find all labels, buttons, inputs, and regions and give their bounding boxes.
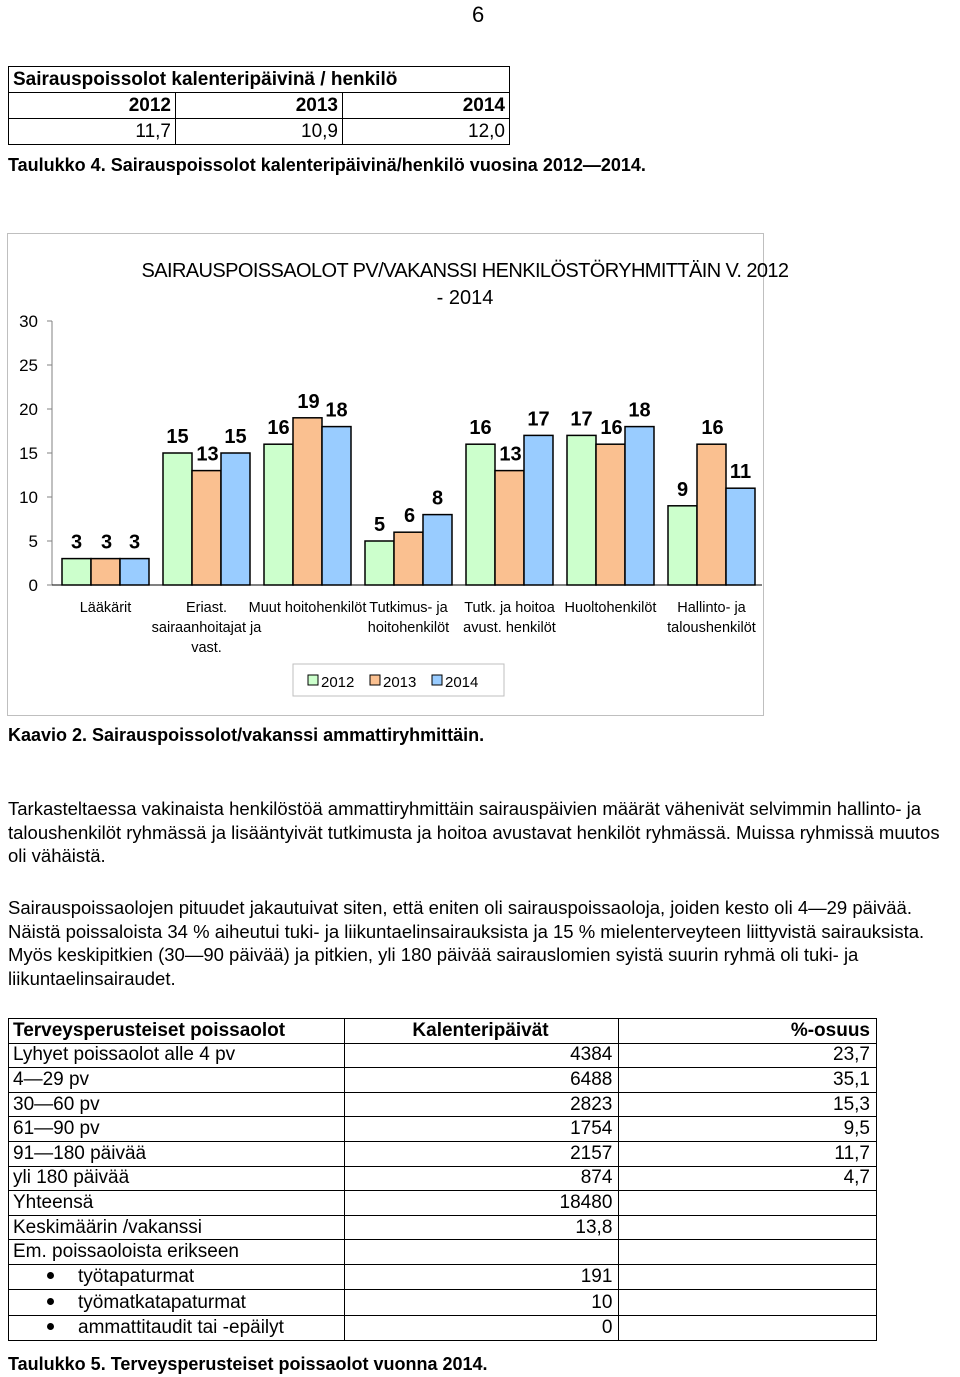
table4-year: 2014 bbox=[343, 93, 510, 119]
table5-label: Yhteensä bbox=[9, 1191, 345, 1216]
bar bbox=[221, 453, 250, 585]
table5-share bbox=[619, 1240, 877, 1265]
table5-share: 9,5 bbox=[619, 1117, 877, 1142]
data-label: 8 bbox=[431, 487, 444, 510]
data-label: 6 bbox=[403, 505, 416, 528]
bar bbox=[567, 435, 596, 585]
x-category-label: Eriast. bbox=[185, 600, 228, 616]
legend-swatch bbox=[308, 675, 318, 685]
table5-days: 2157 bbox=[344, 1141, 619, 1166]
table5-days: 18480 bbox=[344, 1191, 619, 1216]
table5-share: 35,1 bbox=[619, 1068, 877, 1093]
chart-title: - 2014 bbox=[436, 287, 494, 309]
table5-label: työtapaturmat bbox=[78, 1266, 195, 1288]
table-row bbox=[9, 1191, 877, 1216]
data-label: 15 bbox=[224, 426, 247, 448]
paragraph-leave-durations: Sairauspoissaolojen pituudet jakautuivat siten, että eniten oli sairauspoissaoloja, joiden kesto oli 4—29 päivää. Näistä poissaloista 34 % aiheutui tuki- ja liikuntaelinsairauksista ja 15 % mielenterveyteen liittyvistä sairauksista. Myös keskipitkien (30—90 päivää) ja pitkien, yli 180 päivää sairauslomien syistä suurin ryhmä oli tuki- ja liikuntaelinsairaudet. bbox=[8, 897, 925, 989]
legend-swatch bbox=[370, 675, 380, 685]
x-category-label: Tutkimus- ja bbox=[369, 600, 448, 616]
x-category-label: Huoltohenkilöt bbox=[564, 600, 657, 616]
data-label: 18 bbox=[325, 399, 348, 422]
table5-days: 4384 bbox=[344, 1043, 619, 1068]
table4-caption: Taulukko 4. Sairauspoissolot kalenteripäivinä/henkilö vuosina 2012—2014. bbox=[8, 155, 646, 175]
data-label: 16 bbox=[469, 417, 492, 440]
legend-label: 2014 bbox=[445, 674, 479, 691]
data-label: 16 bbox=[267, 417, 290, 440]
bar bbox=[625, 427, 654, 585]
table5-label: työmatkatapaturmat bbox=[78, 1291, 246, 1313]
chart-caption: Kaavio 2. Sairauspoissolot/vakanssi ammattiryhmittäin. bbox=[8, 725, 485, 745]
bar bbox=[264, 444, 293, 585]
table4-value: 10,9 bbox=[176, 119, 343, 145]
table5-days: 6488 bbox=[344, 1068, 619, 1093]
bar bbox=[596, 444, 625, 585]
bullet-icon bbox=[47, 1298, 54, 1305]
x-category-label: taloushenkilöt bbox=[667, 620, 756, 636]
table5-days: 191 bbox=[344, 1264, 619, 1289]
table5-share: 15,3 bbox=[619, 1092, 877, 1117]
data-label: 19 bbox=[297, 390, 320, 413]
paragraph-staff-groups: Tarkasteltaessa vakinaista henkilöstöä ammattiryhmittäin sairauspäivien määrät vähenivät selvimmin hallinto- ja taloushenkilöt ryhmässä ja lisääntyivät tutkimusta ja hoitoa avustavat henkilöt ryhmässä. Muissa ryhmissä muutos oli vähäistä. bbox=[8, 798, 940, 866]
table5-label: Keskimäärin /vakanssi bbox=[9, 1215, 345, 1240]
data-label: 11 bbox=[729, 461, 752, 484]
y-tick-label: 15 bbox=[19, 444, 38, 463]
y-tick-label: 0 bbox=[28, 576, 38, 595]
bar bbox=[120, 559, 149, 585]
bar bbox=[62, 559, 91, 585]
table5-share bbox=[619, 1315, 877, 1340]
data-label: 5 bbox=[373, 514, 386, 536]
data-label: 13 bbox=[499, 443, 522, 466]
y-tick-label: 20 bbox=[19, 400, 38, 419]
bar bbox=[466, 444, 495, 585]
table4-title: Sairauspoissolot kalenteripäivinä / henkilö bbox=[9, 67, 510, 93]
bar bbox=[192, 471, 221, 585]
table5-header: %-osuus bbox=[619, 1019, 877, 1044]
x-category-label: sairaanhoitajat ja bbox=[151, 620, 262, 636]
table5-share bbox=[619, 1215, 877, 1240]
table5-label: 4—29 pv bbox=[9, 1068, 345, 1093]
page-number: 6 bbox=[472, 2, 485, 27]
table5-share bbox=[619, 1290, 877, 1315]
table5-label: 61—90 pv bbox=[9, 1117, 345, 1142]
bar bbox=[322, 427, 351, 585]
data-label: 17 bbox=[527, 408, 550, 431]
table-row bbox=[9, 1315, 877, 1340]
table5-caption: Taulukko 5. Terveysperusteiset poissaolot vuonna 2014. bbox=[8, 1354, 488, 1374]
data-label: 16 bbox=[600, 417, 623, 440]
y-tick-label: 5 bbox=[28, 532, 38, 551]
bar bbox=[423, 515, 452, 585]
table-row bbox=[9, 1117, 877, 1142]
table-row bbox=[9, 1043, 877, 1068]
bar bbox=[91, 559, 120, 585]
data-label: 3 bbox=[100, 531, 113, 554]
data-label: 13 bbox=[196, 443, 219, 466]
table5-days: 1754 bbox=[344, 1117, 619, 1142]
x-category-label: avust. henkilöt bbox=[463, 620, 556, 636]
table5-bullet-label bbox=[9, 1315, 345, 1340]
table-row bbox=[9, 1264, 877, 1289]
table5-label: 91—180 päivää bbox=[9, 1141, 345, 1166]
bar bbox=[726, 488, 755, 585]
table5-days: 2823 bbox=[344, 1092, 619, 1117]
bullet-icon bbox=[47, 1323, 54, 1330]
bar bbox=[293, 418, 322, 585]
bar bbox=[697, 444, 726, 585]
table5-share bbox=[619, 1191, 877, 1216]
table5-days: 874 bbox=[344, 1166, 619, 1191]
table-row bbox=[9, 1141, 877, 1166]
data-label: 16 bbox=[701, 417, 724, 440]
table4-value: 12,0 bbox=[343, 119, 510, 145]
bar bbox=[163, 453, 192, 585]
y-tick-label: 25 bbox=[19, 356, 38, 375]
table4-year: 2012 bbox=[9, 93, 176, 119]
legend-label: 2013 bbox=[383, 674, 417, 691]
bar bbox=[524, 435, 553, 585]
x-category-label: hoitohenkilöt bbox=[367, 620, 450, 636]
table-row bbox=[9, 1240, 877, 1265]
health-absences-table bbox=[8, 1018, 877, 1341]
table5-header: Kalenteripäivät bbox=[344, 1019, 619, 1044]
table5-share: 23,7 bbox=[619, 1043, 877, 1068]
table5-days: 13,8 bbox=[344, 1215, 619, 1240]
table5-days: 0 bbox=[344, 1315, 619, 1340]
x-category-label: Hallinto- ja bbox=[677, 600, 746, 616]
bar bbox=[394, 532, 423, 585]
table5-days bbox=[344, 1240, 619, 1265]
table5-header: Terveysperusteiset poissaolot bbox=[9, 1019, 345, 1044]
table-row bbox=[9, 1290, 877, 1315]
chart-title: SAIRAUSPOISSAOLOT PV/VAKANSSI HENKILÖSTÖRYHMITTÄIN V. 2012 bbox=[141, 260, 789, 282]
table4-value: 11,7 bbox=[9, 119, 176, 145]
table5-label: Em. poissaoloista erikseen bbox=[9, 1240, 345, 1265]
y-tick-label: 30 bbox=[19, 312, 38, 331]
table5-share: 11,7 bbox=[619, 1141, 877, 1166]
data-label: 9 bbox=[676, 478, 689, 501]
data-label: 17 bbox=[570, 408, 593, 431]
table-row bbox=[9, 1068, 877, 1093]
legend-swatch bbox=[432, 675, 442, 685]
table-row bbox=[9, 1166, 877, 1191]
table5-days: 10 bbox=[344, 1290, 619, 1315]
bar bbox=[495, 471, 524, 585]
table5-label: yli 180 päivää bbox=[9, 1166, 345, 1191]
x-category-label: Muut hoitohenkilöt bbox=[248, 600, 367, 616]
table5-label: ammattitaudit tai -epäilyt bbox=[78, 1316, 284, 1338]
bar bbox=[668, 506, 697, 585]
x-category-label: Tutk. ja hoitoa bbox=[464, 600, 555, 616]
x-category-label: vast. bbox=[191, 640, 222, 656]
table5-label: Lyhyet poissaolot alle 4 pv bbox=[9, 1043, 345, 1068]
table5-bullet-label bbox=[9, 1264, 345, 1289]
bullet-icon bbox=[47, 1272, 54, 1279]
legend-label: 2012 bbox=[321, 674, 355, 691]
y-tick-label: 10 bbox=[19, 488, 38, 507]
table5-share: 4,7 bbox=[619, 1166, 877, 1191]
bar bbox=[365, 541, 394, 585]
data-label: 3 bbox=[70, 531, 83, 554]
data-label: 15 bbox=[166, 426, 189, 448]
table-row bbox=[9, 1092, 877, 1117]
table-row bbox=[9, 1215, 877, 1240]
table5-label: 30—60 pv bbox=[9, 1092, 345, 1117]
data-label: 18 bbox=[628, 399, 651, 422]
table5-share bbox=[619, 1264, 877, 1289]
x-category-label: Lääkärit bbox=[79, 600, 132, 616]
data-label: 3 bbox=[128, 531, 141, 554]
table5-bullet-label bbox=[9, 1290, 345, 1315]
table4-year: 2013 bbox=[176, 93, 343, 119]
